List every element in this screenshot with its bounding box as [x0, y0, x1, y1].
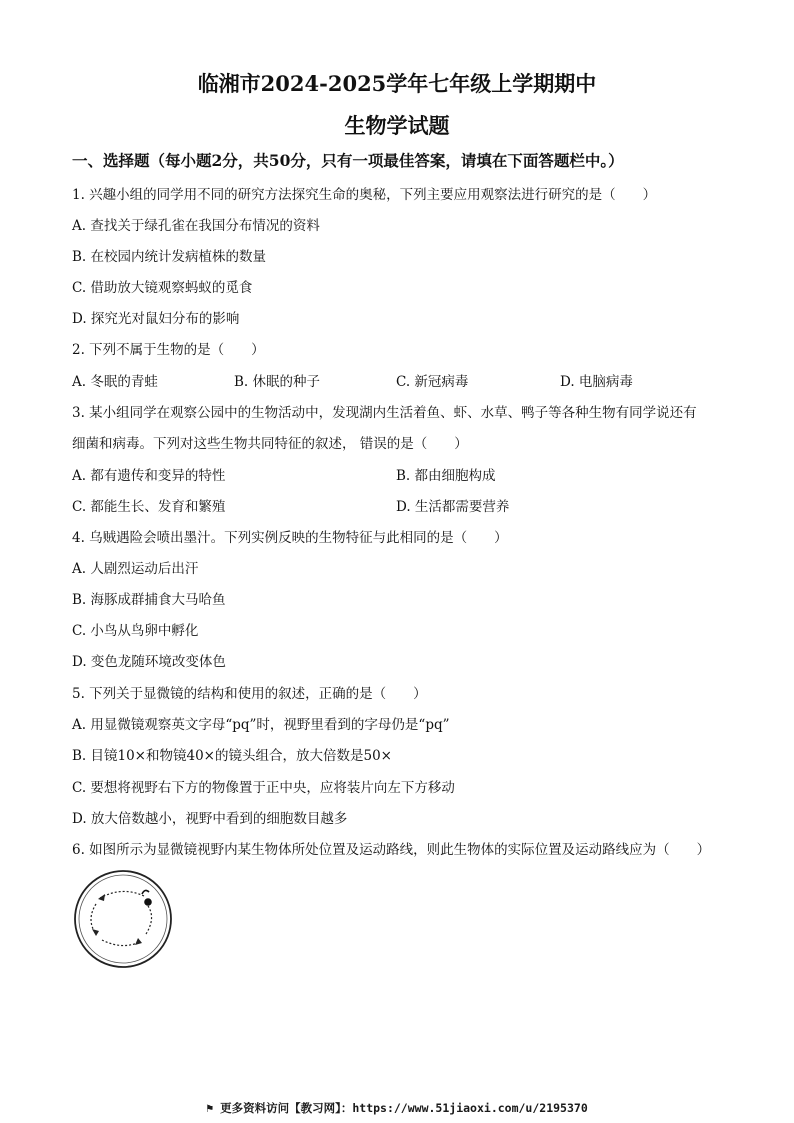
question-3-stem-line-1: 3. 某小组同学在观察公园中的生物活动中，发现湖内生活着鱼、虾、水草、鸭子等各种生物有同学说还有 [72, 405, 697, 421]
question-1-stem: 1. 兴趣小组的同学用不同的研究方法探究生命的奥秘，下列主要应用观察法进行研究的是（ ） [72, 187, 657, 203]
question-3-option-c: C. 都能生长、发育和繁殖 [72, 499, 226, 515]
exam-subtitle: 生物学试题 [344, 113, 450, 138]
exam-title: 临湘市2024-2025学年七年级上学期期中 [197, 71, 597, 96]
question-1-option-a: A. 查找关于绿孔雀在我国分布情况的资料 [72, 218, 320, 234]
question-5-option-d: D. 放大倍数越小，视野中看到的细胞数目越多 [72, 811, 348, 827]
question-5-option-a: A. 用显微镜观察英文字母“pq”时，视野里看到的字母仍是“pq” [72, 717, 450, 733]
organism-tail [142, 890, 149, 894]
question-2-option-a: A. 冬眠的青蛙 [72, 374, 158, 390]
footer-text: 更多资料访问【教习网】：https://www.51jiaoxi.com/u/2195370 [220, 1101, 588, 1115]
question-3-option-d: D. 生活都需要营养 [396, 499, 510, 515]
question-5-stem: 5. 下列关于显微镜的结构和使用的叙述，正确的是（ ） [72, 686, 427, 702]
organism-dot [144, 898, 152, 906]
question-4-option-c: C. 小鸟从鸟卵中孵化 [72, 623, 199, 639]
field-inner-ring [79, 875, 167, 963]
question-5-option-b: B. 目镜10×和物镜40×的镜头组合，放大倍数是50× [72, 748, 392, 764]
question-4-option-b: B. 海豚成群捕食大马哈鱼 [72, 592, 226, 608]
question-4-option-a: A. 人剧烈运动后出汗 [72, 561, 199, 577]
question-1-option-c: C. 借助放大镜观察蚂蚁的觅食 [72, 280, 253, 296]
question-6-stem: 6. 如图所示为显微镜视野内某生物体所处位置及运动路线，则此生物体的实际位置及运动路线应为（ ） [72, 842, 711, 858]
question-2-stem: 2. 下列不属于生物的是（ ） [72, 342, 265, 358]
question-3-option-a: A. 都有遗传和变异的特性 [72, 468, 226, 484]
question-2-option-c: C. 新冠病毒 [396, 374, 469, 390]
question-3-option-b: B. 都由细胞构成 [396, 468, 496, 484]
field-outer-ring [75, 871, 171, 967]
question-2-option-b: B. 休眠的种子 [234, 374, 321, 390]
question-1-option-b: B. 在校园内统计发病植株的数量 [72, 249, 267, 265]
question-4-stem: 4. 乌贼遇险会喷出墨汁。下列实例反映的生物特征与此相同的是（ ） [72, 530, 508, 546]
question-3-stem-line-2: 细菌和病毒。下列对这些生物共同特征的叙述， 错误的是（ ） [72, 436, 468, 452]
microscope-field-figure [72, 868, 176, 972]
question-4-option-d: D. 变色龙随环境改变体色 [72, 654, 226, 670]
path-arrowheads [92, 894, 142, 945]
section-heading: 一、选择题（每小题2分，共50分，只有一项最佳答案，请填在下面答题栏中。） [72, 151, 624, 170]
question-1-option-d: D. 探究光对鼠妇分布的影响 [72, 311, 240, 327]
question-5-option-c: C. 要想将视野右下方的物像置于正中央，应将装片向左下方移动 [72, 780, 455, 796]
flag-icon: ⚑ [206, 1101, 221, 1115]
question-2-option-d: D. 电脑病毒 [560, 374, 633, 390]
footer-link[interactable] [0, 1100, 794, 1116]
